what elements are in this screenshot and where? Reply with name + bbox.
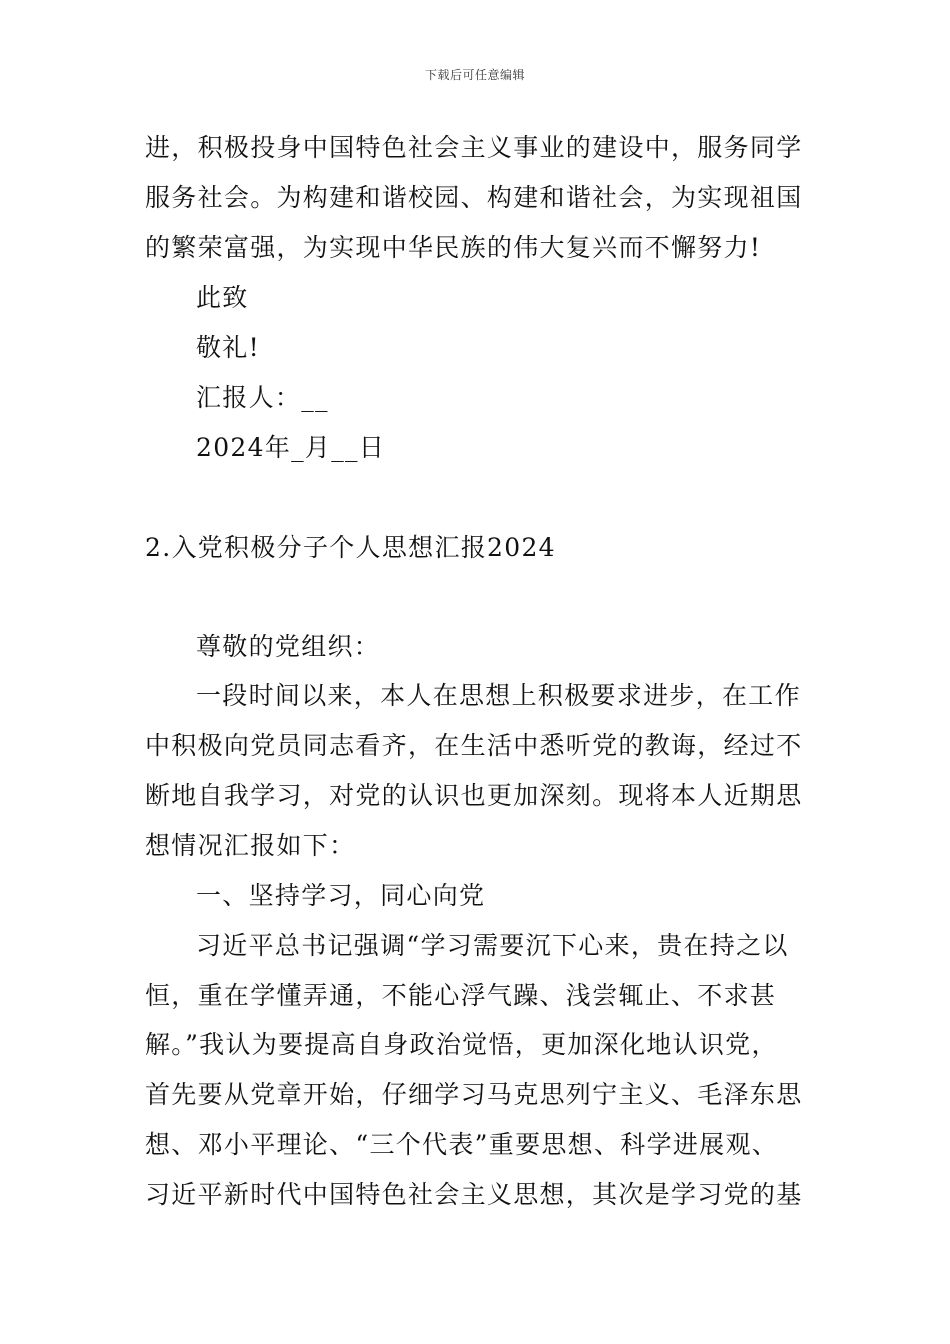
paragraph-line: 恒，重在学懂弄通，不能心浮气躁、浅尝辄止、不求甚 — [145, 981, 777, 1010]
paragraph-line: 习近平总书记强调“学习需要沉下心来，贵在持之以 — [196, 931, 789, 960]
reporter-signature: 汇报人：__ — [196, 383, 329, 412]
paragraph-line: 习近平新时代中国特色社会主义思想，其次是学习党的基 — [145, 1180, 803, 1209]
paragraph-line: 的繁荣富强，为实现中华民族的伟大复兴而不懈努力! — [145, 233, 762, 262]
paragraph-line: 服务社会。为构建和谐校园、构建和谐社会，为实现祖国 — [145, 183, 803, 212]
section-title: 2.入党积极分子个人思想汇报2024 — [145, 533, 556, 562]
salutation: 此致 — [196, 283, 249, 312]
greeting: 尊敬的党组织： — [196, 632, 381, 661]
header-note: 下载后可任意编辑 — [424, 68, 525, 82]
paragraph-line: 中积极向党员同志看齐，在生活中悉听党的教诲，经过不 — [145, 731, 803, 760]
paragraph-line: 断地自我学习，对党的认识也更加深刻。现将本人近期思 — [145, 781, 803, 810]
regards: 敬礼! — [196, 333, 260, 362]
paragraph-line: 首先要从党章开始，仔细学习马克思列宁主义、毛泽东思 — [145, 1080, 803, 1109]
paragraph-line: 想情况汇报如下： — [145, 831, 356, 860]
paragraph-line: 解。”我认为要提高自身政治觉悟，更加深化地认识党， — [145, 1030, 778, 1059]
paragraph-line: 想、邓小平理论、“三个代表”重要思想、科学进展观、 — [145, 1130, 779, 1159]
paragraph-line: 进，积极投身中国特色社会主义事业的建设中，服务同学 — [145, 133, 803, 162]
report-date: 2024年_月__日 — [196, 433, 386, 462]
paragraph-line: 一段时间以来，本人在思想上积极要求进步，在工作 — [196, 681, 801, 710]
subheading: 一、坚持学习，同心向党 — [196, 881, 486, 910]
